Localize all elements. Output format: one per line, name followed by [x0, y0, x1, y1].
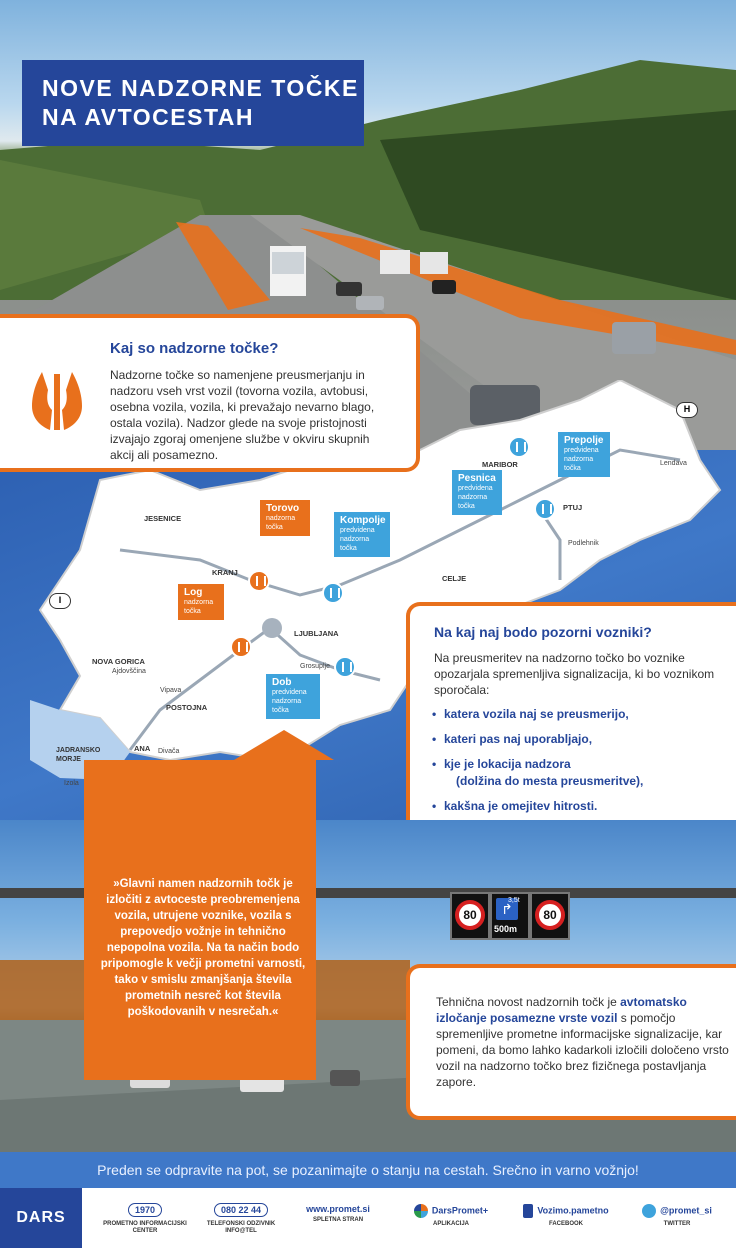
- technical-novelty-card: [410, 968, 736, 1116]
- title-line-2: NA AVTOCESTAH: [42, 104, 255, 130]
- country-italy-badge: I: [49, 593, 71, 609]
- footer-app[interactable]: [406, 1204, 496, 1228]
- sea-label: JADRANSKO MORJE: [56, 747, 101, 763]
- drivers-item-subtext: (dolžina do mesta preusmeritve),: [456, 774, 644, 788]
- vms-weight-label: 3,5t: [508, 897, 520, 904]
- town-izola: Izola: [64, 780, 79, 787]
- dars-road-icon: [28, 370, 86, 432]
- drivers-list-item: [434, 706, 734, 723]
- footer-facebook[interactable]: [518, 1204, 614, 1228]
- drivers-list: [434, 706, 734, 815]
- callout-kompolje-status-2: nadzorna: [340, 536, 370, 543]
- dob-pin-icon: [334, 656, 356, 678]
- footer-pic[interactable]: [100, 1200, 190, 1235]
- log-pin-icon: [230, 636, 252, 658]
- callout-prepolje-status-1: predvidena: [564, 447, 599, 454]
- callout-prepolje-name: Prepolje: [564, 435, 604, 446]
- callout-pesnica-status-1: predvidena: [458, 485, 493, 492]
- callout-dob-name: Dob: [272, 677, 292, 688]
- app-name-text: DarsPromet+: [431, 1205, 489, 1216]
- callout-log: [178, 584, 224, 620]
- town-grosuplje: Grosuplje: [300, 663, 330, 670]
- infotel-label: TELEFONSKI ODZIVNIK INFO@TEL: [206, 1221, 276, 1234]
- vms-panel-left: [450, 892, 490, 940]
- infotel-number: 080 22 44: [214, 1203, 268, 1217]
- callout-torovo: [260, 500, 310, 536]
- callout-kompolje-name: Kompolje: [340, 515, 386, 526]
- callout-kompolje-status-1: predvidena: [340, 527, 375, 534]
- footer-twitter[interactable]: [632, 1204, 722, 1228]
- callout-dob-status-2: nadzorna: [272, 698, 302, 705]
- tech-text-1: Tehnična novost nadzornih točk je: [436, 995, 621, 1009]
- lane-arrow-icon: ↱: [496, 898, 518, 920]
- facebook-label: FACEBOOK: [548, 1221, 583, 1227]
- callout-dob: [266, 674, 320, 719]
- footer-infotel[interactable]: [194, 1200, 288, 1235]
- callout-log-name: Log: [184, 587, 203, 598]
- footer-website[interactable]: [298, 1204, 378, 1224]
- twitter-handle-text: @promet_si: [660, 1205, 712, 1216]
- city-celje: CELJE: [442, 574, 467, 583]
- drivers-list-item: [434, 756, 734, 790]
- footer: [0, 1188, 736, 1248]
- prepolje-pin-icon: [534, 498, 556, 520]
- twitter-handle: [632, 1204, 722, 1218]
- vms-distance-label: 500m: [494, 924, 518, 934]
- what-body: Nadzorne točke so namenjene preusmerjanju in nadzoru vseh vrst vozil (tovorna vozila, avtobusi, osebna vozila, vozila, ki prevažajo nevarno blago, ostala vozila). Nadzor glede na svoje pristojnosti izvajajo zgoraj omenjene službe v okviru skupnih akcij ali posamezno.: [110, 368, 375, 462]
- twitter-label: TWITTER: [663, 1221, 691, 1227]
- vms-panel-right: [530, 892, 570, 940]
- city-jesenice: JESENICE: [144, 514, 182, 523]
- callout-kompolje: [334, 512, 390, 557]
- drivers-item-text: kakšna je omejitev hitrosti.: [444, 799, 598, 813]
- what-are-checkpoints-card: [0, 318, 416, 468]
- city-kranj: KRANJ: [212, 568, 238, 577]
- drivers-item-text: katera vozila naj se preusmerijo,: [444, 707, 629, 721]
- town-podlehnik: Podlehnik: [568, 540, 599, 547]
- drivers-item-text: kateri pas naj uporabljajo,: [444, 732, 593, 746]
- tech-text-2: s pomočjo spremenljive prometne informacijske signalizacije, kar pomeni, da bomo lahko kadarkoli izločili določeno vrsto vozil na nadzorno točko brez fizičnega postavljanja zapore.: [436, 1011, 729, 1089]
- drivers-list-item: [434, 798, 734, 815]
- pesnica-pin-icon: [508, 436, 530, 458]
- callout-torovo-status-2: točka: [266, 524, 283, 531]
- callout-torovo-status-1: nadzorna: [266, 515, 296, 522]
- callout-prepolje: [558, 432, 610, 477]
- city-sezana-fragment: ANA: [134, 744, 151, 753]
- callout-log-status-1: nadzorna: [184, 599, 214, 606]
- country-hungary-badge: H: [676, 402, 698, 418]
- drivers-item-text: kje je lokacija nadzora: [444, 757, 571, 771]
- facebook-handle-text: Vozimo.pametno: [537, 1205, 609, 1216]
- town-divaca: Divača: [158, 748, 180, 755]
- app-label: APLIKACIJA: [432, 1221, 469, 1227]
- callout-pesnica-status-3: točka: [458, 503, 475, 510]
- speed-limit-sign-left: 80: [455, 900, 485, 930]
- callout-prepolje-status-3: točka: [564, 465, 581, 472]
- speed-limit-sign-right: 80: [535, 900, 565, 930]
- torovo-pin-icon: [248, 570, 270, 592]
- page-title: [22, 60, 364, 146]
- callout-pesnica-name: Pesnica: [458, 473, 496, 484]
- facebook-handle: [518, 1204, 614, 1218]
- city-postojna: POSTOJNA: [166, 703, 208, 712]
- title-line-1: NOVE NADZORNE TOČKE: [42, 75, 359, 101]
- town-lendava: Lendava: [660, 460, 687, 467]
- twitter-icon: [642, 1204, 656, 1218]
- tech-emphasis: avtomatsko izločanje posamezne vrste vozil: [436, 995, 687, 1025]
- city-maribor: MARIBOR: [482, 460, 518, 469]
- main-quote: »Glavni namen nadzornih točk je izločiti z avtoceste preobremenjena vozila, utrujene voznike, vozila s prepovedjo vožnje in tehnično nepopolna vozila. Na ta način bodo pripomogle k večji prometni varnosti, tako v smislu zmanjšanja števila prometnih nesreč kot števila poškodovanih v nesrečah.«: [100, 878, 306, 1018]
- app-icon: [414, 1204, 428, 1218]
- callout-prepolje-status-2: nadzorna: [564, 456, 594, 463]
- drivers-intro: Na preusmeritev na nadzorno točko bo voznike opozarjala spremenljiva signalizacija, ki bo voznikom sporočala:: [434, 651, 715, 697]
- drivers-list-item: [434, 731, 734, 748]
- what-heading: Kaj so nadzorne točke?: [110, 340, 279, 357]
- facebook-icon: [523, 1204, 533, 1218]
- website-label: SPLETNA STRAN: [312, 1217, 364, 1223]
- callout-dob-status-3: točka: [272, 707, 289, 714]
- town-vipava: Vipava: [160, 687, 182, 694]
- drivers-heading: Na kaj naj bodo pozorni vozniki?: [434, 624, 652, 640]
- safety-banner: Preden se odpravite na pot, se pozanimajte o stanju na cestah. Srečno in varno vožnjo!: [0, 1152, 736, 1188]
- city-ptuj: PTUJ: [563, 503, 583, 512]
- callout-dob-status-1: predvidena: [272, 689, 307, 696]
- kompolje-pin-icon: [322, 582, 344, 604]
- app-name: [406, 1204, 496, 1218]
- dars-logo: DARS: [0, 1188, 82, 1248]
- website-url: www.promet.si: [306, 1204, 370, 1214]
- callout-kompolje-status-3: točka: [340, 545, 357, 552]
- callout-pesnica-status-2: nadzorna: [458, 494, 488, 501]
- city-ljubljana: LJUBLJANA: [294, 629, 339, 638]
- pic-label: PROMETNO INFORMACIJSKI CENTER: [103, 1221, 187, 1234]
- callout-log-status-2: točka: [184, 608, 201, 615]
- pic-number: 1970: [128, 1203, 162, 1217]
- town-ajdovscina: Ajdovščina: [112, 668, 146, 675]
- drivers-attention-card: [410, 606, 736, 836]
- city-nova-gorica: NOVA GORICA: [92, 657, 145, 666]
- callout-torovo-name: Torovo: [266, 503, 300, 514]
- tech-paragraph: [436, 994, 732, 1090]
- callout-pesnica: [452, 470, 502, 515]
